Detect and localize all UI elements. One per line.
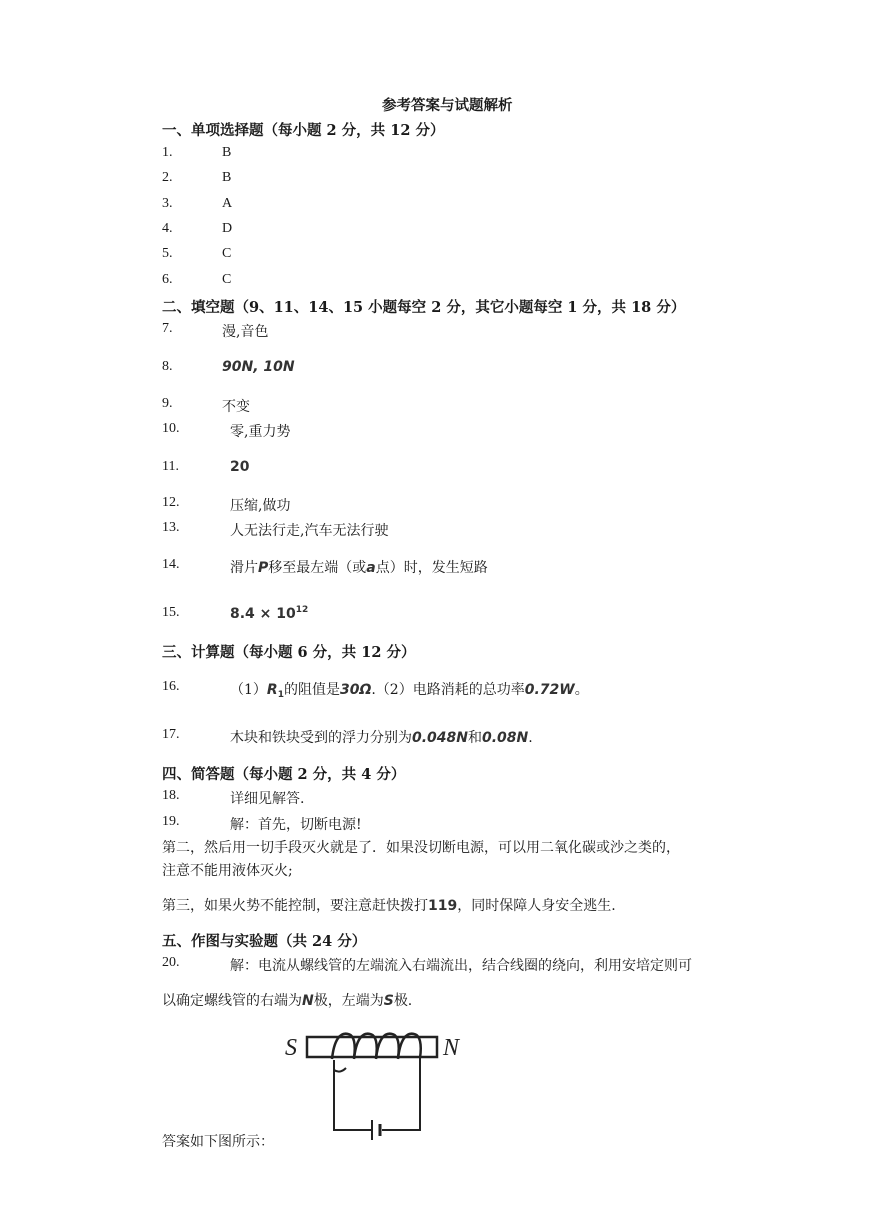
question-number: 12. [162,495,180,510]
answer: 压缩,做功 [230,498,291,514]
answer: 详细见解答. [230,791,305,807]
question-number: 13. [162,520,180,535]
answer: 人无法行走,汽车无法行驶 [230,523,389,539]
answer-math: 0.72W [524,682,575,698]
answer-base: 8.4 × 10 [230,606,296,622]
question-number: 18. [162,788,180,803]
solenoid-core [307,1037,437,1057]
answer-text: .（2）电路消耗的总功率 [371,682,525,698]
question-number: 17. [162,727,180,742]
answer-text: . [528,730,533,746]
answer-text: （1） [230,682,267,698]
answer-text: 点）时，发生短路 [375,560,488,576]
paragraph [162,990,412,1010]
paragraph [162,895,616,915]
answer: C [222,272,232,287]
question-number: 16. [162,679,180,694]
question-number: 9. [162,396,173,411]
answer: B [222,145,232,160]
paragraph-text: ，同时保障人身安全逃生. [457,898,616,914]
paragraph-math: 119 [428,898,458,914]
paragraph-text: 以确定螺线管的右端为 [162,993,302,1009]
paragraph-text: 第三，如果火势不能控制，要注意赶快拨打 [162,898,428,914]
answer-math: 0.048N [412,730,468,746]
section-heading-3: 三、计算题（每小题 6 分，共 12 分） [162,644,416,661]
answer-text: 滑片 [230,560,258,576]
solenoid-figure [280,1020,470,1145]
question-number: 10. [162,421,180,436]
question-number: 19. [162,814,180,829]
question-number: 8. [162,359,173,374]
figure-caption: 答案如下图所示： [162,1134,274,1150]
section-heading-2: 二、填空题（9、11、14、15 小题每空 2 分，其它小题每空 1 分，共 18 分） [162,299,686,316]
question-number: 4. [162,221,173,236]
solenoid-right-label: N [443,1035,460,1061]
answer: 解：电流从螺线管的左端流入右端流出，结合线圈的绕向，利用安培定则可 [230,958,692,974]
paragraph-math: N [302,993,314,1009]
battery-icon [372,1120,380,1140]
answer-math: a [366,560,376,576]
solenoid-left-label: S [285,1035,297,1061]
paragraph-text: 极. [393,993,413,1009]
answer-math: 20 [230,459,250,475]
answer-text: 和 [468,730,482,746]
question-number: 7. [162,321,173,336]
answer-text: 的阻值是 [283,682,340,698]
paragraph-math: S [383,993,394,1009]
answer: 零,重力势 [230,424,291,440]
answer-math: 90N, 10N [222,359,295,375]
answer: 漫,音色 [222,324,269,340]
question-number: 3. [162,196,173,211]
paragraph: 第二，然后用一切手段灭火就是了．如果没切断电源，可以用二氧化碳或沙之类的， [162,840,680,856]
question-number: 14. [162,557,180,572]
answer-math: R [266,682,278,698]
answer: D [222,221,233,236]
answer-line [230,727,533,747]
answer: 不变 [222,399,250,415]
answer-text: 移至最左端（或 [268,560,367,576]
section-heading-1: 一、单项选择题（每小题 2 分，共 12 分） [162,122,445,139]
section-heading-5: 五、作图与实验题（共 24 分） [162,933,367,950]
question-number: 2. [162,170,173,185]
page-title: 参考答案与试题解析 [382,97,513,114]
question-number: 6. [162,272,173,287]
circuit-wires [334,1058,420,1130]
answer: A [222,196,233,211]
answer: C [222,246,232,261]
paragraph-text: 极，左端为 [313,993,384,1009]
answer-text: 。 [574,682,589,698]
answer-exponent: 12 [295,605,309,615]
answer-line [230,557,488,577]
answer-math [230,605,308,622]
answer-text: 木块和铁块受到的浮力分别为 [230,730,412,746]
paragraph: 注意不能用液体灭火; [162,863,293,879]
answer-math: P [258,560,269,576]
question-number: 5. [162,246,173,261]
answer-math: 0.08N [482,730,529,746]
answer: B [222,170,232,185]
answer-subscript: 1 [277,690,284,700]
answer-math: 30Ω [339,682,372,698]
question-number: 15. [162,605,180,620]
section-heading-4: 四、简答题（每小题 2 分，共 4 分） [162,766,406,783]
answer-line [230,679,589,700]
question-number: 20. [162,955,180,970]
answer: 解：首先，切断电源! [230,817,362,833]
question-number: 11. [162,459,179,474]
question-number: 1. [162,145,173,160]
